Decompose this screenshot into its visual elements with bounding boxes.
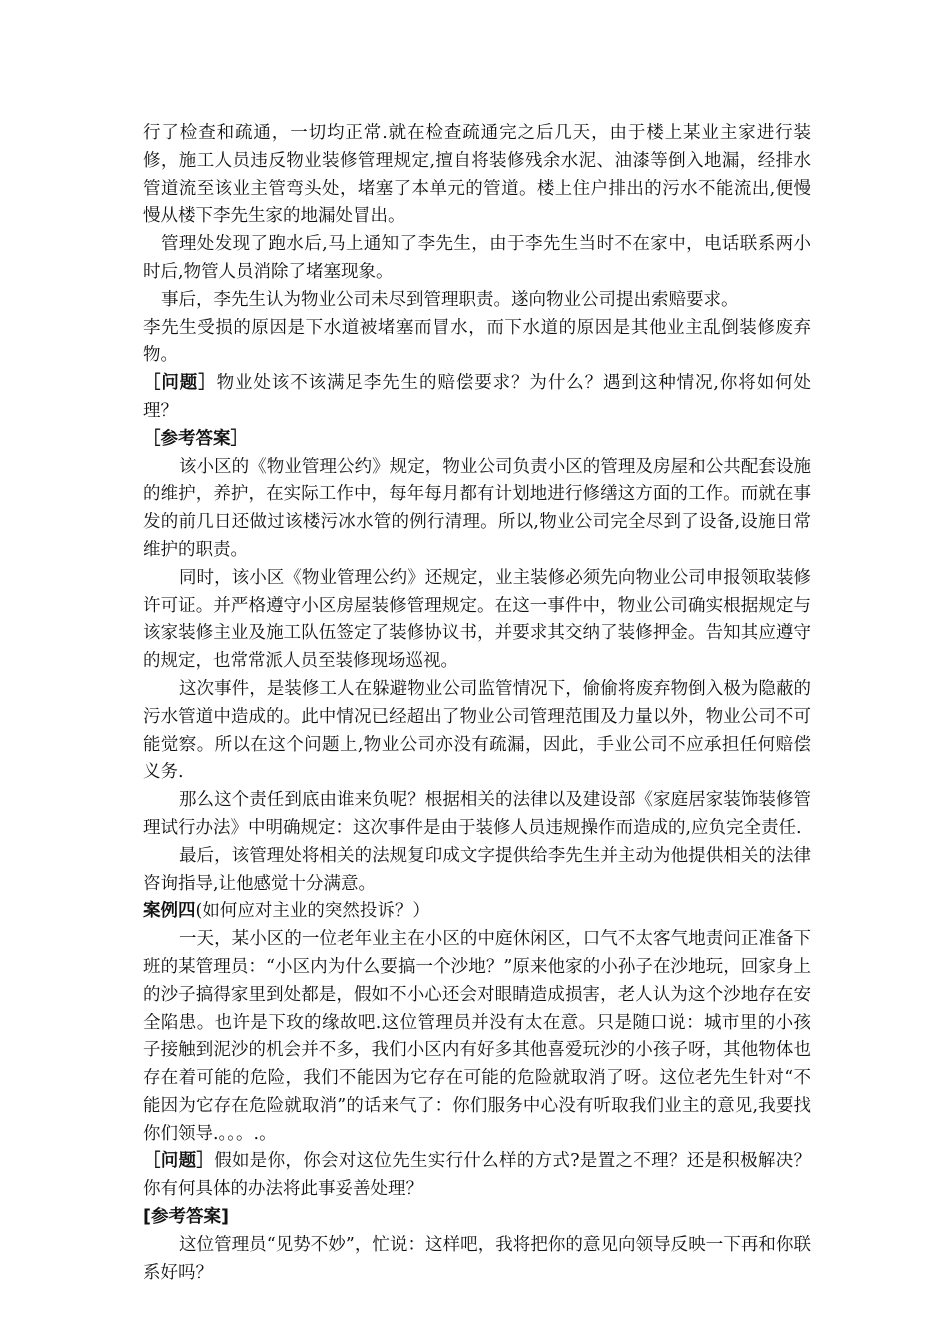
answer-heading-1 [143, 426, 811, 454]
case-label: 案例四 [143, 901, 196, 922]
paragraph-text: 该小区的《物业管理公约》规定，物业公司负责小区的管理及房屋和公共配套设施的维护，养护，在实际工作中，每年每月都有计划地进行修缮这方面的工作。而就在事发的前几日还做过该楼污冰水管的例行清理。所以,物业公司完全尽到了设备,设施日常维护的职责。 [143, 456, 811, 560]
paragraph-text: 李先生受损的原因是下水道被堵塞而冒水，而下水道的原因是其他业主乱倒装修废弃物。 [143, 317, 811, 366]
paragraph-text: 最后，该管理处将相关的法规复印成文字提供给李先生并主动为他提供相关的法律咨询指导,让他感觉十分满意。 [143, 845, 811, 894]
question-1 [143, 370, 811, 426]
answer-paragraph-3 [143, 676, 811, 787]
paragraph-text: 那么这个责任到底由谁来负呢？根据相关的法律以及建设部《家庭居家装饰装修管理试行办法》中明确规定：这次事件是由于装修人员违规操作而造成的,应负完全责任. [143, 790, 811, 838]
paragraph-2 [143, 231, 811, 287]
paragraph-3 [143, 287, 811, 315]
answer-paragraph-1 [143, 454, 811, 565]
paragraph-4 [143, 315, 811, 371]
case-paragraph [143, 926, 811, 1148]
answer-label: ［参考答案］ [143, 428, 248, 449]
document-page [143, 120, 811, 1287]
answer-paragraph-2 [143, 565, 811, 676]
case-heading [143, 898, 811, 926]
paragraph-text: 行了检查和疏通，一切均正常.就在检查疏通完之后几天，由于楼上某业主家进行装修，施工人员违反物业装修管理规定,擅自将装修残余水泥、油漆等倒入地漏，经排水管道流至该业主管弯头处，堵塞了本单元的管道。楼上住户排出的污水不能流出,便慢慢从楼下李先生家的地漏处冒出。 [143, 123, 811, 227]
question-label: ［问题］ [143, 373, 217, 394]
answer-paragraph-6 [143, 1232, 811, 1288]
question-text: 物业处该不该满足李先生的赔偿要求？为什么？遇到这种情况,你将如何处理？ [143, 373, 812, 421]
answer-label: [参考答案] [143, 1207, 229, 1228]
paragraph-text: 这位管理员“见势不妙”，忙说：这样吧，我将把你的意见向领导反映一下再和你联系好吗？ [143, 1234, 811, 1283]
paragraph-text: 这次事件，是装修工人在躲避物业公司监管情况下，偷偷将废弃物倒入极为隐蔽的污水管道中造成的。此中情况已经超出了物业公司管理范围及力量以外，物业公司不可能觉察。所以在这个问题上,物业公司亦没有疏漏，因此，手业公司不应承担任何赔偿义务. [143, 678, 811, 783]
question-text: 假如是你，你会对这位先生实行什么样的方式?是置之不理？还是积极解决？你有何具体的办法将此事妥善处理？ [143, 1151, 811, 1200]
paragraph-text: 同时，该小区《物业管理公约》还规定，业主装修必须先向物业公司申报领取装修许可证。并严格遵守小区房屋装修管理规定。在这一事件中，物业公司确实根据规定与该家装修主业及施工队伍签定了装修协议书，并要求其交纳了装修押金。告知其应遵守的规定，也常常派人员至装修现场巡视。 [143, 567, 811, 672]
paragraph-text: 一天，某小区的一位老年业主在小区的中庭休闲区，口气不太客气地责问正准备下班的某管理员：“小区内为什么要搞一个沙地？”原来他家的小孙子在沙地玩，回家身上的沙子搞得家里到处都是，假如不小心还会对眼睛造成损害，老人认为这个沙地存在安全陷患。也许是下玫的缘故吧.这位管理员并没有太在意。只是随口说：城市里的小孩子接触到泥沙的机会并不多，我们小区内有好多其他喜爱玩沙的小孩子呀，其他物体也存在着可能的危险，我们不能因为它存在可能的危险就取消了呀。这位老先生针对“不能因为它存在危险就取消”的话来气了：你们服务中心没有听取我们业主的意见,我要找你们领导.。。。.。 [143, 929, 811, 1144]
question-label: ［问题］ [143, 1151, 215, 1172]
answer-heading-2 [143, 1204, 811, 1232]
question-2 [143, 1148, 811, 1204]
case-subtitle: (如何应对主业的突然投诉？） [195, 901, 430, 922]
answer-paragraph-5 [143, 843, 811, 899]
paragraph-text: 事后，李先生认为物业公司未尽到管理职责。遂向物业公司提出索赔要求。 [161, 289, 739, 310]
answer-paragraph-4 [143, 787, 811, 843]
paragraph-text: 管理处发现了跑水后,马上通知了李先生，由于李先生当时不在家中，电话联系两小时后,物管人员消除了堵塞现象。 [143, 234, 811, 282]
paragraph-1 [143, 120, 811, 231]
